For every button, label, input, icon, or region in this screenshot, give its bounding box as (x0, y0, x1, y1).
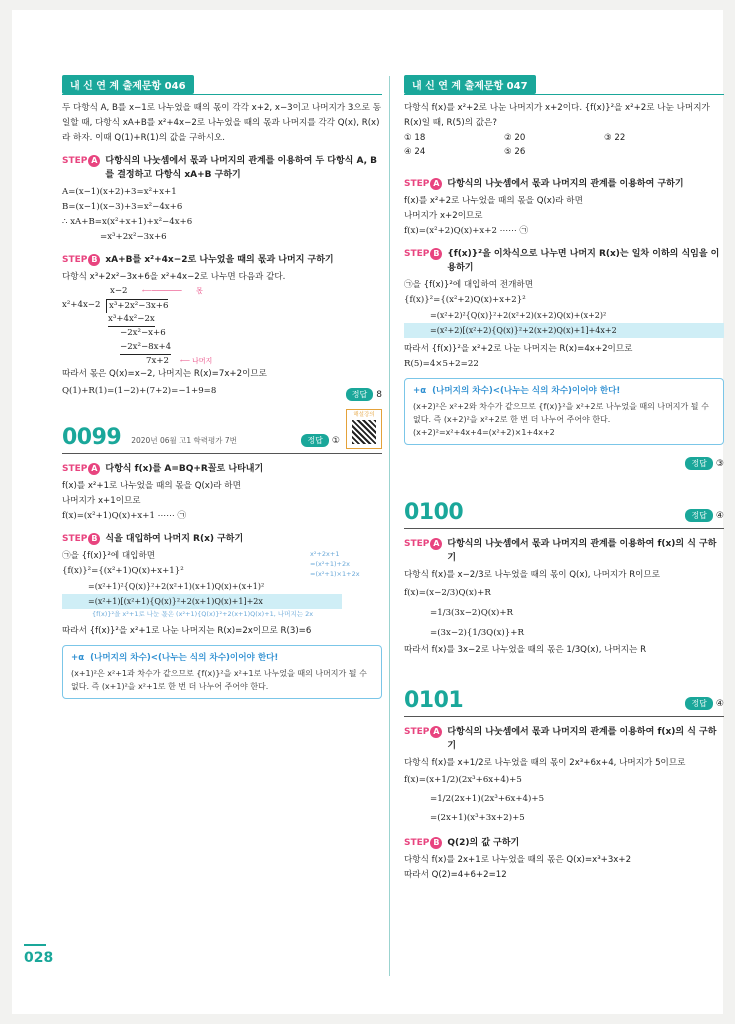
text-line: f(x)를 x²+1로 나누었을 때의 몫을 Q(x)라 하면 (62, 481, 241, 491)
conclusion: Q(1)+R(1)=(1−2)+(7+2)=−1+9=8 (62, 386, 217, 396)
step-label: STEP B (404, 836, 442, 850)
math-line: f(x)=(x²+1)Q(x)+x+1 ⋯⋯ ㉠ (62, 511, 187, 521)
side-note: =(x²+1)+2x (310, 560, 350, 568)
step-text: 다항식의 나눗셈에서 몫과 나머지의 관계를 이용하여 구하기 (447, 179, 684, 189)
ref-046-header (62, 74, 382, 95)
choice: ③ 22 (604, 133, 626, 143)
step-text: xA+B를 x²+4x−2로 나누었을 때의 몫과 나머지 구하기 (105, 255, 334, 265)
left-column (62, 74, 382, 705)
answer-badge: 정답 ④ (685, 503, 724, 522)
right-column (404, 74, 724, 883)
division-divisor: x²+4x−2 (62, 300, 101, 310)
math-line: {f(x)}²={(x²+1)Q(x)+x+1}² (62, 566, 184, 576)
math-line: =(2x+1)(x³+3x+2)+5 (430, 813, 525, 823)
long-division (62, 285, 382, 367)
problem-0100-header (404, 500, 724, 529)
problem-0101-header (404, 688, 724, 717)
p0099-derivation (62, 549, 382, 620)
side-note: x²+2x+1 (310, 550, 340, 558)
choice: ① 18 (404, 133, 426, 143)
plus-alpha-icon: +α (71, 653, 85, 663)
problem-number: 0100 (404, 500, 464, 525)
page (12, 10, 723, 1014)
text-line: ㉠을 {f(x)}²에 대입하면 (62, 551, 156, 561)
quotient-arrow: ⟵─────── (142, 287, 182, 295)
math-line: f(x)=(x−2/3)Q(x)+R (404, 588, 491, 598)
conclusion: 따라서 f(x)를 3x−2로 나누었을 때의 몫은 1/3Q(x), 나머지는 R (404, 645, 647, 655)
division-row: −2x²−x+6 (120, 328, 166, 338)
math-line: =x³+2x²−3x+6 (100, 232, 167, 242)
qr-code[interactable] (346, 409, 382, 449)
math-line-highlight: =(x²+2)[(x²+2){Q(x)}²+2(x+2)Q(x)+1]+4x+2 (404, 323, 724, 338)
conclusion: R(5)=4×5+2=22 (404, 359, 479, 369)
problem-0099-header (62, 412, 382, 454)
step-text: Q(2)의 값 구하기 (447, 838, 520, 848)
plus-alpha-title: +α (나머지의 차수)<(나누는 식의 차수)이어야 한다! (71, 653, 279, 663)
math-line: =1/3(3x−2)Q(x)+R (430, 608, 513, 618)
ref-047-step-b (404, 247, 724, 275)
math-line: =1/2(2x+1)(2x³+6x+4)+5 (430, 794, 545, 804)
step-label: STEP B (62, 532, 100, 546)
conclusion-row (62, 382, 382, 401)
math-line: f(x)=(x+1/2)(2x³+6x+4)+5 (404, 775, 522, 785)
p0099-step-a (62, 462, 382, 476)
answer-badge: 정답 ③ (404, 451, 724, 470)
step-label: STEP A (404, 725, 442, 753)
answer-badge: 정답 8 (346, 382, 382, 401)
ref-047-step-a (404, 177, 724, 191)
ref-047-label: 내 신 연 계 출제문항 047 (404, 75, 536, 94)
math-line: f(x)=(x²+2)Q(x)+x+2 ⋯⋯ ㉠ (404, 226, 529, 236)
problem-number: 0101 (404, 688, 464, 713)
step-label: STEP A (62, 154, 100, 182)
text-line: 다항식 f(x)를 x−2/3로 나누었을 때의 몫이 Q(x), 나머지가 R이므로 (404, 570, 661, 580)
side-note: =(x²+1)×1+2x (310, 570, 360, 578)
math-line: =(3x−2){1/3Q(x)}+R (430, 628, 524, 638)
step-text: {f(x)}²을 이차식으로 나누면 나머지 R(x)는 일차 이하의 식임을 이용하기 (447, 249, 720, 273)
text-line: f(x)를 x²+2로 나누었을 때의 몫을 Q(x)라 하면 (404, 196, 583, 206)
step-label: STEP B (404, 247, 442, 275)
choice: ④ 24 (404, 147, 426, 157)
division-row: x³+4x²−2x (108, 313, 155, 327)
division-row: −2x²−8x+4 (120, 341, 171, 355)
ref-047-header (404, 74, 724, 95)
step-text: 식을 대입하여 나머지 R(x) 구하기 (105, 534, 244, 544)
conclusion: 따라서 {f(x)}²을 x²+2로 나눈 나머지는 R(x)=4x+2이므로 (404, 344, 633, 354)
step-label: STEP A (404, 537, 442, 565)
p0100-step-a (404, 537, 724, 565)
ref-046-label: 내 신 연 계 출제문항 046 (62, 75, 194, 94)
text-line: 다항식 f(x)를 2x+1로 나누었을 때의 몫은 Q(x)=x³+3x+2 (404, 855, 632, 865)
page-number-rule (24, 944, 46, 946)
ref-046-question: 두 다항식 A, B를 x−1로 나누었을 때의 몫이 각각 x+2, x−3이고 나머지가 3으로 동일할 때, 다항식 xA+B를 x²+4x−2로 나누었을 때의 몫과 나머지를 각각 Q(x), R(x)라 하자. 이때 Q(1)+R(1)의 값을 구하시오. (62, 103, 382, 143)
math-line: =(x²+1)²{Q(x)}²+2(x²+1)(x+1)Q(x)+(x+1)² (88, 582, 265, 591)
step-label: STEP B (62, 253, 100, 267)
plus-alpha-box (404, 378, 724, 445)
remainder-arrow: ⟵ (180, 357, 191, 365)
text-line: 나머지가 x+1이므로 (62, 496, 141, 506)
p0101-step-b (404, 836, 724, 850)
ref-046-step-b (62, 253, 382, 267)
math-line: A=(x−1)(x+2)+3=x²+x+1 (62, 187, 177, 197)
page-number: 028 (24, 950, 54, 966)
problem-source: 2020년 06월 고1 학력평가 7번 (131, 436, 237, 445)
plus-alpha-box (62, 645, 382, 699)
choice: ② 20 (504, 133, 526, 143)
p0099-step-b (62, 532, 382, 546)
plus-alpha-title: +α (나머지의 차수)<(나누는 식의 차수)이어야 한다! (413, 386, 621, 396)
ref-047-question: 다항식 f(x)를 x²+2로 나눈 나머지가 x+2이다. {f(x)}²을 x²+2로 나눈 나머지가 R(x)일 때, R(5)의 값은? (404, 103, 710, 128)
text-line: 다항식 f(x)를 x+1/2로 나누었을 때의 몫이 2x³+6x+4, 나머지가 5이므로 (404, 758, 686, 768)
step-text: 다항식의 나눗셈에서 몫과 나머지의 관계를 이용하여 f(x)의 식 구하기 (447, 727, 717, 751)
quotient-label: 몫 (196, 287, 203, 295)
math-line: =(x²+2)²{Q(x)}²+2(x²+2)(x+2)Q(x)+(x+2)² (430, 311, 607, 320)
step-text: 다항식의 나눗셈에서 몫과 나머지의 관계를 이용하여 f(x)의 식 구하기 (447, 539, 717, 563)
division-intro: 다항식 x³+2x²−3x+6을 x²+4x−2로 나누면 다음과 같다. (62, 272, 286, 282)
plus-alpha-text: (x+2)²은 x²+2와 차수가 같으므로 {f(x)}²을 x²+2로 나누었을 때의 나머지가 될 수 없다. 즉 (x+2)²을 x²+2로 한 번 더 나누어 주어야 한다. (413, 402, 709, 424)
division-quotient: x−2 (110, 286, 128, 296)
math-line: B=(x−1)(x−3)+3=x²−4x+6 (62, 202, 183, 212)
text-line: 나머지가 x+2이므로 (404, 211, 483, 221)
conclusion: 따라서 Q(2)=4+6+2=12 (404, 870, 507, 880)
p0101-step-a (404, 725, 724, 753)
problem-number: 0099 (62, 425, 122, 450)
qr-label: 해설강의 (353, 412, 375, 418)
math-line-highlight: =(x²+1)[(x²+1){Q(x)}²+2(x+1)Q(x)+1]+2x (62, 594, 342, 609)
choice: ⑤ 26 (504, 147, 526, 157)
column-divider (389, 76, 390, 976)
conclusion: 따라서 몫은 Q(x)=x−2, 나머지는 R(x)=7x+2이므로 (62, 369, 267, 379)
step-label: STEP A (404, 177, 442, 191)
math-line: ∴ xA+B=x(x²+x+1)+x²−4x+6 (62, 217, 193, 227)
plus-alpha-text: (x+2)²=x²+4x+4=(x²+2)×1+4x+2 (413, 428, 555, 437)
answer-badge: 정답 ① (301, 428, 340, 447)
plus-alpha-text: (x+1)²은 x²+1과 차수가 같으므로 {f(x)}²을 x²+1로 나누었을 때의 나머지가 될 수 없다. 즉 (x+1)²을 x²+1로 한 번 더 나누어 주어야 한다. (71, 669, 367, 691)
division-remainder: 7x+2 (146, 356, 169, 366)
plus-alpha-icon: +α (413, 386, 427, 396)
step-label: STEP A (62, 462, 100, 476)
choices (404, 131, 724, 159)
text-line: ㉠을 {f(x)}²에 대입하여 전개하면 (404, 280, 534, 290)
side-notes (310, 549, 360, 579)
under-note: {f(x)}²을 x²+1로 나눈 몫은 (x²+1){Q(x)}²+2(x+1)Q(x)+1, 나머지는 2x (92, 610, 314, 618)
division-dividend: x³+2x²−3x+6 (106, 299, 168, 313)
remainder-label: 나머지 (192, 357, 213, 365)
math-line: {f(x)}²={(x²+2)Q(x)+x+2}² (404, 295, 526, 305)
conclusion: 따라서 {f(x)}²을 x²+1로 나눈 나머지는 R(x)=2x이므로 R(3)=6 (62, 626, 312, 636)
answer-badge: 정답 ④ (685, 691, 724, 710)
step-text: 다항식의 나눗셈에서 몫과 나머지의 관계를 이용하여 두 다항식 A, B를 결정하고 다항식 xA+B 구하기 (105, 156, 378, 180)
ref-046-step-a (62, 154, 382, 182)
qr-image (352, 420, 376, 444)
step-text: 다항식 f(x)를 A=BQ+R꼴로 나타내기 (105, 464, 264, 474)
